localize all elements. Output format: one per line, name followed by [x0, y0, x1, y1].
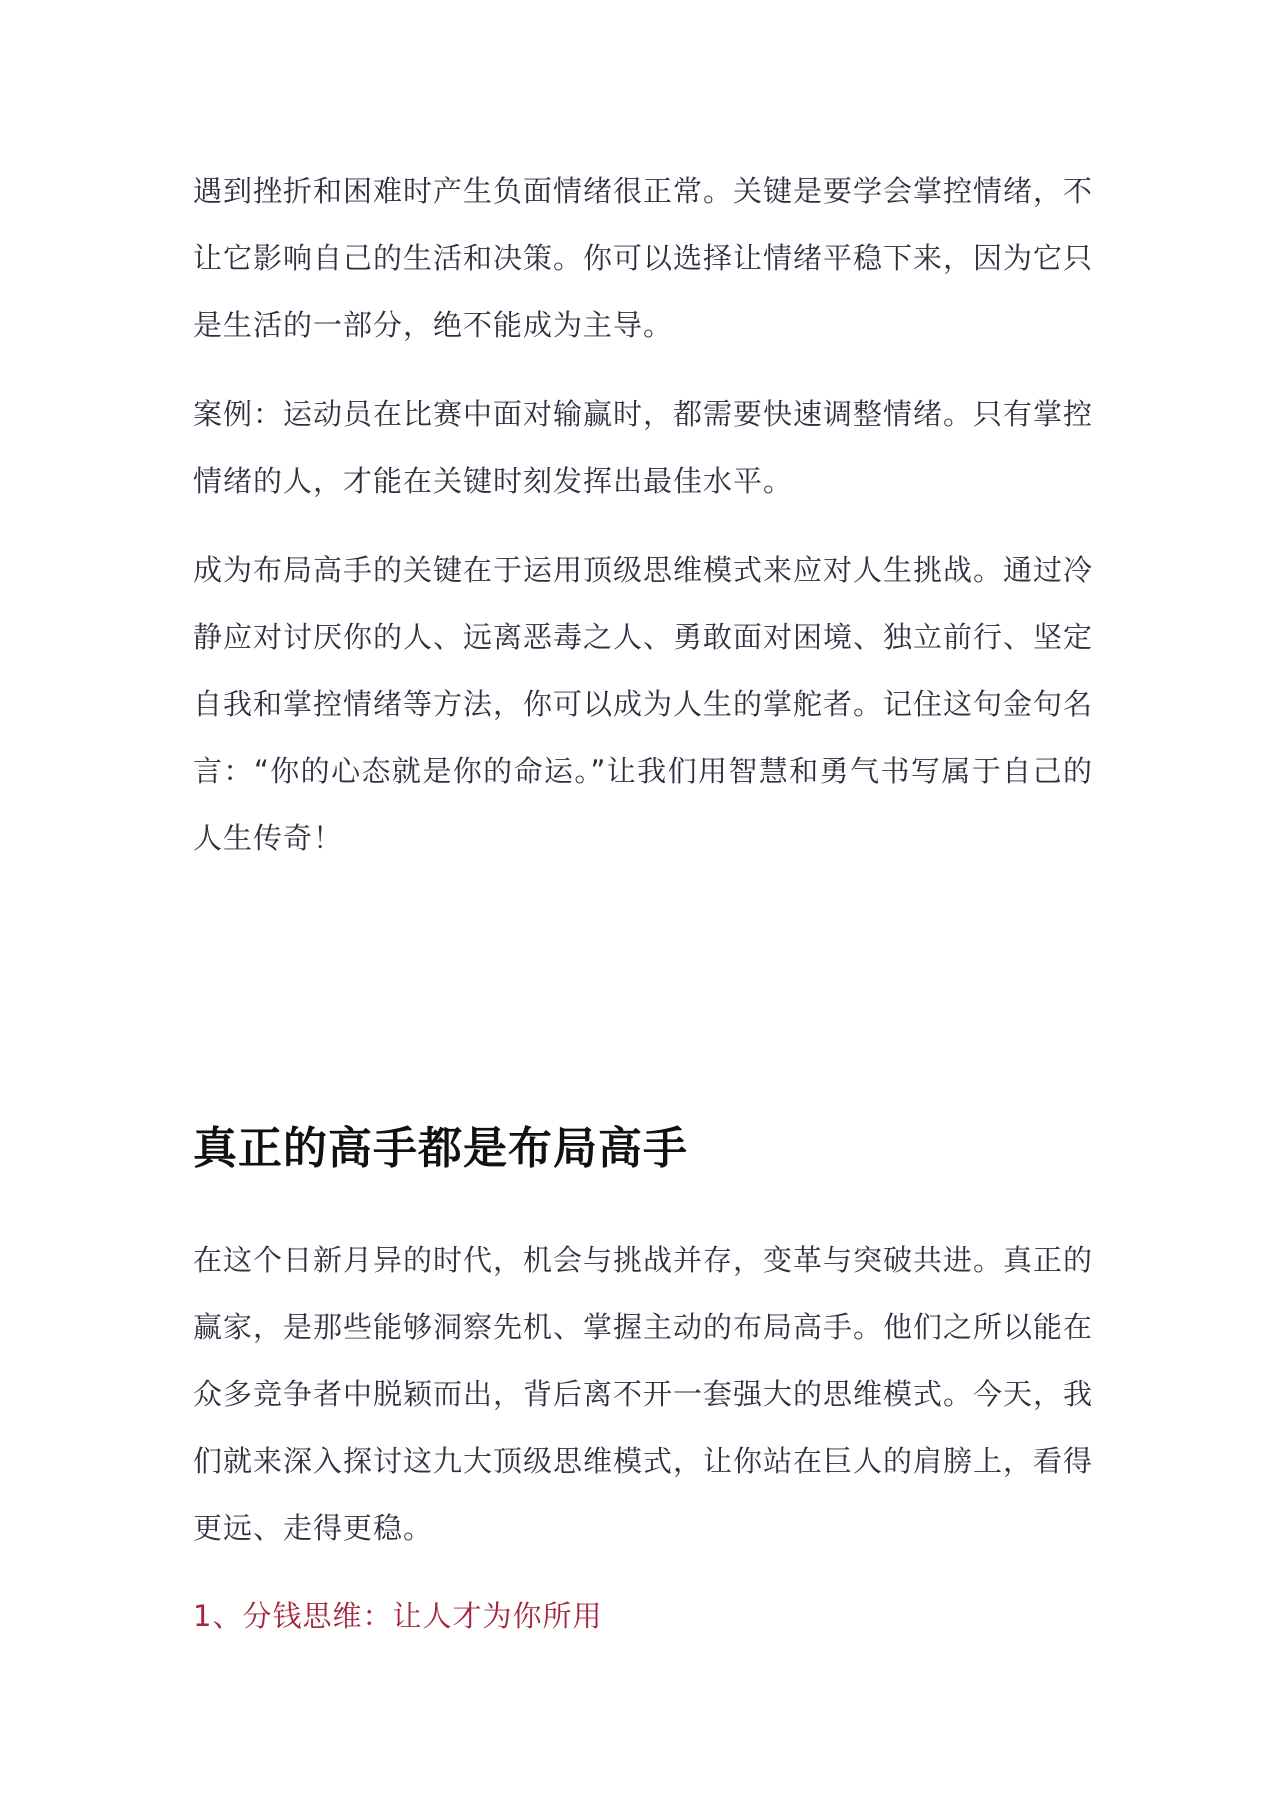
section-heading: 真正的高手都是布局高手: [193, 1123, 688, 1174]
paragraph-introduction: 在这个日新月异的时代，机会与挑战并存，变革与突破共进。真正的赢家，是那些能够洞察先机、掌握主动的布局高手。他们之所以能在众多竞争者中脱颖而出，背后离不开一套强大的思维模式。今天，我们就来深入探讨这九大顶级思维模式，让你站在巨人的肩膀上，看得更远、走得更稳。: [193, 1243, 1094, 1545]
paragraph-athlete-case: 案例：运动员在比赛中面对输赢时，都需要快速调整情绪。只有掌控情绪的人，才能在关键时刻发挥出最佳水平。: [193, 397, 1094, 498]
subheading-money-sharing: 1、分钱思维：让人才为你所用: [193, 1599, 603, 1633]
paragraph-conclusion: 成为布局高手的关键在于运用顶级思维模式来应对人生挑战。通过冷静应对讨厌你的人、远离恶毒之人、勇敢面对困境、独立前行、坚定自我和掌控情绪等方法，你可以成为人生的掌舵者。记住这句金句名言：“你的心态就是你的命运。”让我们用智慧和勇气书写属于自己的人生传奇！: [193, 553, 1094, 855]
paragraph-emotion-control: 遇到挫折和困难时产生负面情绪很正常。关键是要学会掌控情绪，不让它影响自己的生活和决策。你可以选择让情绪平稳下来，因为它只是生活的一部分，绝不能成为主导。: [193, 174, 1094, 342]
